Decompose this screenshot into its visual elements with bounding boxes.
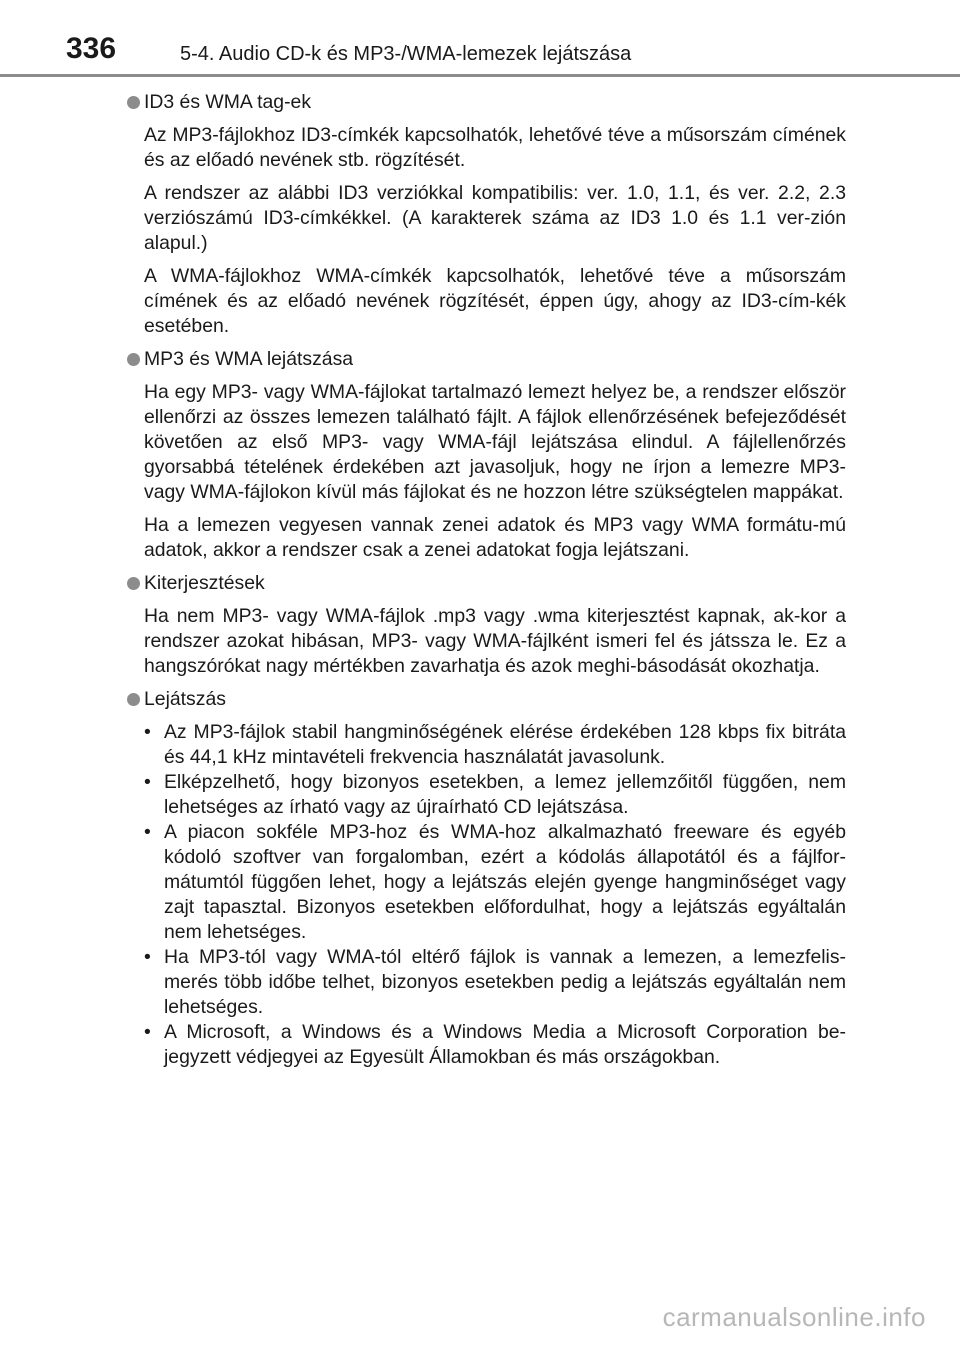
list-item-text: A Microsoft, a Windows és a Windows Media a Microsoft Corporation be-jegyzett védjegyei az Egyesült Államokban és más országokban. — [164, 1021, 846, 1068]
section-title: ID3 és WMA tag-ek — [144, 91, 312, 113]
page-header — [0, 0, 960, 80]
header-divider — [0, 74, 960, 77]
section-title: Kiterjesztések — [144, 572, 265, 594]
section-id3-wma-tags — [128, 90, 846, 339]
list-item — [144, 720, 846, 770]
list-item — [144, 945, 846, 1020]
section-heading — [128, 571, 846, 596]
list-item-text: Ha MP3-tól vagy WMA-tól eltérő fájlok is vannak a lemezen, a lemezfelis-merés több időbe telhet, bizonyos esetekben pedig a lejátszás egyáltalán nem lehetséges. — [164, 946, 846, 1018]
section-heading — [128, 687, 846, 712]
list-bullet: • — [144, 771, 151, 793]
list-item-text: Elképzelhető, hogy bizonyos esetekben, a lemez jellemzőitől függően, nem lehetséges az írható vagy az újraírható CD lejátszása. — [164, 771, 846, 818]
bullet-circle-icon — [127, 577, 140, 590]
paragraph: A rendszer az alábbi ID3 verziókkal kompatibilis: ver. 1.0, 1.1, és ver. 2.2, 2.3 verziószámú ID3-címkékkel. (A karakterek száma az ID3 1.0 és 1.1 ver-zión alapul.) — [144, 182, 846, 254]
section-playback — [128, 687, 846, 1070]
paragraph: Ha nem MP3- vagy WMA-fájlok .mp3 vagy .wma kiterjesztést kapnak, ak-kor a rendszer azokat hibásan, MP3- vagy WMA-fájlként ismeri fel és játssza le. Ez a hangszórókat nagy mértékben zavarhatja és azok meghi-básodását okozhatja. — [144, 605, 846, 677]
list-item — [144, 770, 846, 820]
bullet-list — [144, 720, 846, 1070]
section-title: Lejátszás — [144, 688, 226, 710]
list-item — [144, 1020, 846, 1070]
paragraph: Ha a lemezen vegyesen vannak zenei adatok és MP3 vagy WMA formátu-mú adatok, akkor a rendszer csak a zenei adatokat fogja lejátszani. — [144, 514, 846, 561]
bullet-circle-icon — [127, 693, 140, 706]
bullet-circle-icon — [127, 96, 140, 109]
section-heading — [128, 90, 846, 115]
paragraph: Ha egy MP3- vagy WMA-fájlokat tartalmazó lemezt helyez be, a rendszer először ellenőrzi az összes lemezen található fájlt. A fájlok ellenőrzésének befejeződését követően az első MP3- vagy WMA-fájl lejátszása elindul. A fájlellenőrzés gyorsabbá tételének érdekében azt javasoljuk, hogy ne írjon a lemezre MP3- vagy WMA-fájlokon kívül más fájlokat és ne hozzon létre szükségtelen mappákat. — [144, 381, 846, 503]
section-heading — [128, 347, 846, 372]
list-item-text: Az MP3-fájlok stabil hangminőségének elérése érdekében 128 kbps fix bitráta és 44,1 kHz mintavételi frekvencia használatát javasolunk. — [164, 721, 846, 768]
list-bullet: • — [144, 721, 151, 743]
paragraph: A WMA-fájlokhoz WMA-címkék kapcsolhatók, lehetővé téve a műsorszám címének és az előadó nevének rögzítését, éppen úgy, ahogy az ID3-cím-kék esetében. — [144, 265, 846, 337]
bullet-circle-icon — [127, 353, 140, 366]
list-bullet: • — [144, 821, 151, 843]
section-extensions — [128, 571, 846, 679]
section-mp3-wma-playback — [128, 347, 846, 563]
page-content — [128, 90, 846, 1070]
list-item — [144, 820, 846, 945]
list-bullet: • — [144, 946, 151, 968]
list-item-text: A piacon sokféle MP3-hoz és WMA-hoz alkalmazható freeware és egyéb kódoló szoftver van forgalomban, ezért a kódolás állapotától és a fájlfor-mátumtól függően lehet, hogy a lejátszás elején gyenge hangminőséget vagy zajt tapasztal. Bizonyos esetekben előfordulhat, hogy a lejátszás egyáltalán nem lehetséges. — [164, 821, 846, 943]
chapter-title: 5-4. Audio CD-k és MP3-/WMA-lemezek lejátszása — [180, 43, 632, 65]
list-bullet: • — [144, 1021, 151, 1043]
watermark: carmanualsonline.info — [662, 1302, 926, 1332]
section-title: MP3 és WMA lejátszása — [144, 348, 354, 370]
paragraph: Az MP3-fájlokhoz ID3-címkék kapcsolhatók, lehetővé téve a műsorszám címének és az előadó nevének stb. rögzítését. — [144, 124, 846, 171]
page-number: 336 — [66, 32, 117, 65]
